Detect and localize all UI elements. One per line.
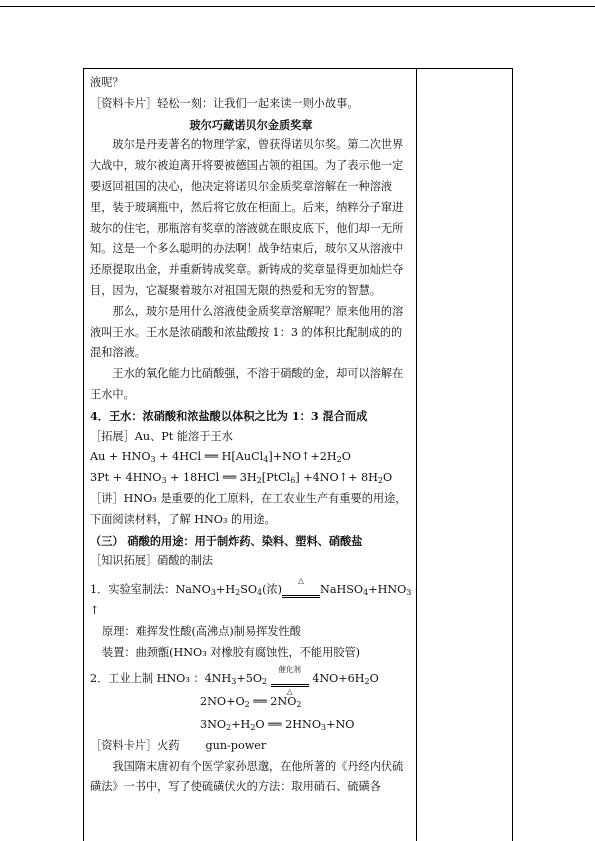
text-span: 轻松一刻：让我们一起来读一则小故事。 — [157, 96, 359, 110]
section-heading-4: 4．王水：浓硝酸和浓盐酸以体积之比为 1：3 混合而成 — [90, 408, 368, 423]
text-span: Au、Pt 能溶于王水 — [134, 429, 233, 443]
tag-label: ［资料卡片］ — [90, 96, 158, 110]
industry-method-line: 2．工业上制 HNO₃ ：$4NH_3+5O_2$ 催化剂 △ $4NO+6H_2O$ — [90, 665, 379, 697]
lab-method-line: 1．实验室制法：$NaNO_3+H_2SO_4$(浓) △ $NaHSO_4+HNO_3$ ↑ — [90, 576, 412, 617]
tag-label: ［资料卡片］ — [90, 738, 158, 752]
story-paragraph-2: 那么，玻尔是用什么溶液使金质奖章溶解呢？原来他用的溶液叫王水。王水是浓硝酸和浓盐酸按 1：3 的体积比配制成的的混和溶液。 — [90, 304, 404, 360]
data-card-line — [90, 94, 412, 115]
device-line: 装置：曲颈甑(HNO₃ 对橡胶有腐蚀性，不能用胶管) — [102, 645, 361, 659]
text-span: 2．工业上制 HNO₃ ： — [90, 672, 205, 686]
text-span: 1．实验室制法： — [90, 583, 176, 597]
story-paragraph-3: 王水的氧化能力比硝酸强，不溶于硝酸的金，却可以溶解在王水中。 — [90, 367, 404, 401]
gunpowder-paragraph: 我国隋末唐初有个医学家孙思邈，在他所著的《丹经内伏硫磺法》一书中，写了使硫磺伏火的方法：取用硝石、硫磺各 — [90, 759, 404, 794]
header-rule — [0, 6, 595, 7]
data-card-line-2 — [90, 736, 412, 757]
tag-label: ［讲］ — [90, 491, 124, 505]
text-line: 液呢？ — [90, 76, 124, 89]
tag-label: ［知识拓展］ — [90, 554, 158, 568]
catalyst-arrow — [271, 665, 309, 697]
heat-symbol: △ — [286, 687, 293, 697]
equation-no: $2NO+O_2$ ══ $2NO_2$ — [200, 695, 302, 710]
knowledge-line — [90, 551, 412, 572]
extension-line — [90, 427, 412, 448]
text-span: 硝酸的制法 — [157, 554, 214, 568]
equation-no2: $3NO_2+H_2O$ ══ $2HNO_3+NO$ — [200, 717, 355, 732]
lesson-content — [90, 73, 412, 798]
tag-label: ［拓展］ — [90, 429, 135, 443]
principle-line: 原理：难挥发性酸(高沸点)制易挥发性酸 — [102, 624, 301, 638]
story-title: 玻尔巧藏诺贝尔金质奖章 — [189, 117, 313, 132]
section-heading-uses: （三） 硝酸的用途：用于制炸药、染料、塑料、硝酸盐 — [90, 533, 363, 548]
heat-symbol: △ — [298, 576, 304, 586]
equation-2: $3Pt + 4HNO_3 + 18HCl$ ══ $3H_2[PtCl_6]$ +4NO↑+ $8H_2O$ — [90, 471, 393, 486]
catalyst-label: 催化剂 — [278, 665, 301, 675]
equation-1: $Au + HNO_3 + 4HCl$ ══ $H[AuCl_4]+NO↑+2H_2O$ — [90, 450, 351, 465]
heat-arrow — [282, 576, 320, 595]
text-span: 火药 gun-power — [157, 738, 267, 752]
lecture-line — [90, 489, 412, 531]
story-paragraph-1: 玻尔是丹麦著名的物理学家，曾获得诺贝尔奖。第二次世界大战中，玻尔被迫离开将要被德国占领的祖国。为了表示他一定要返回祖国的决心，他决定将诺贝尔金质奖章溶解在一种溶液里，装于玻璃瓶中，然后将它放在柜面上。后来，纳粹分子窜进玻尔的住宅，那瓶溶有奖章的溶液就在眼皮底下，他们却一无所知。这是一个多么聪明的办法啊！战争结束后，玻尔又从溶液中还原提取出金，并重新铸成奖章。新铸成的奖章显得更加灿烂夺目，因为，它凝聚着玻尔对祖国无限的热爱和无穷的智慧。 — [90, 138, 404, 297]
column-divider — [416, 68, 417, 841]
text-span: HNO₃ 是重要的化工原料，在工农业生产有重要的用途，下面阅读材料，了解 HNO₃ 的用途。 — [90, 491, 407, 526]
